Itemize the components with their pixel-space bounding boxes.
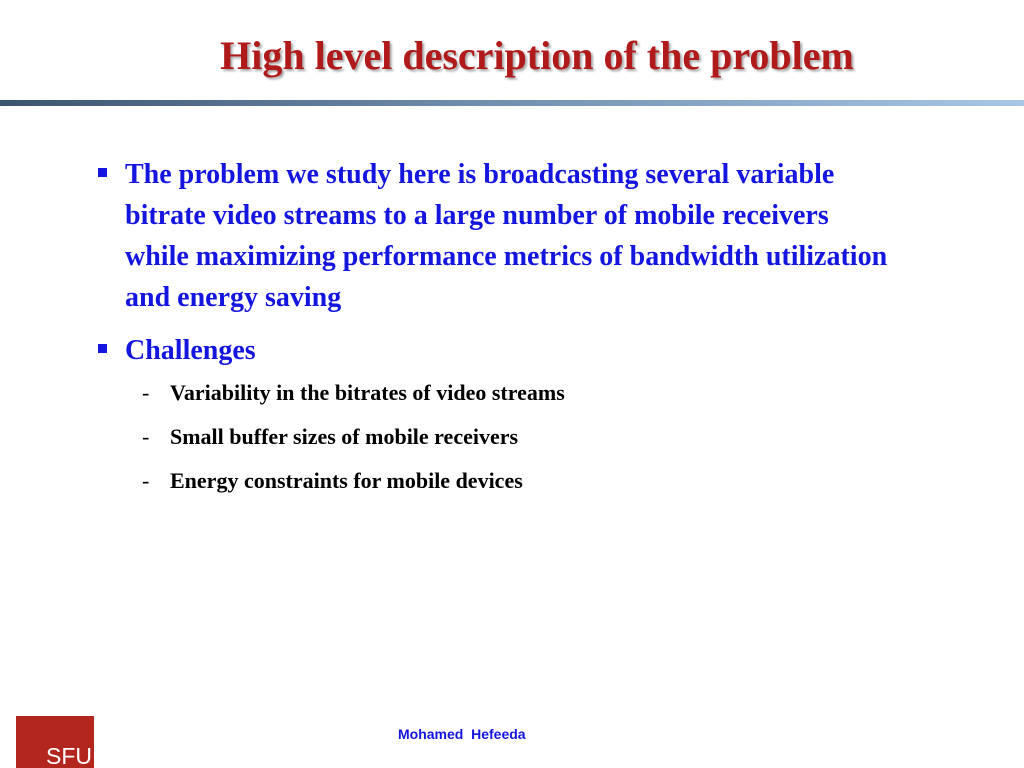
challenges-sub-list (142, 377, 895, 497)
sub-item-text: Small buffer sizes of mobile receivers (170, 424, 519, 449)
sub-item-buffer-sizes (142, 421, 895, 453)
dash-marker: - (142, 380, 150, 405)
sub-item-energy-constraints (142, 465, 895, 497)
bullet-list (95, 154, 895, 497)
title-divider (0, 100, 1024, 106)
logo-text: SFU (46, 743, 92, 768)
slide-title: High level description of the problem (220, 33, 854, 78)
sub-item-bitrate-variability (142, 377, 895, 409)
square-bullet-icon (98, 168, 107, 177)
sub-item-text: Energy constraints for mobile devices (170, 468, 523, 493)
sfu-logo (16, 716, 94, 768)
dash-marker: - (142, 424, 150, 449)
bullet-problem-statement (95, 154, 895, 318)
bullet-text: The problem we study here is broadcasting several variable bitrate video streams to a large number of mobile receivers while maximizing performance metrics of bandwidth utilization and energy saving (125, 159, 888, 313)
sub-item-text: Variability in the bitrates of video streams (170, 380, 565, 405)
bullet-text: Challenges (125, 335, 256, 366)
bullet-challenges (95, 330, 895, 497)
square-bullet-icon (98, 344, 107, 353)
footer-author: Mohamed Hefeeda (398, 726, 526, 742)
dash-marker: - (142, 468, 150, 493)
